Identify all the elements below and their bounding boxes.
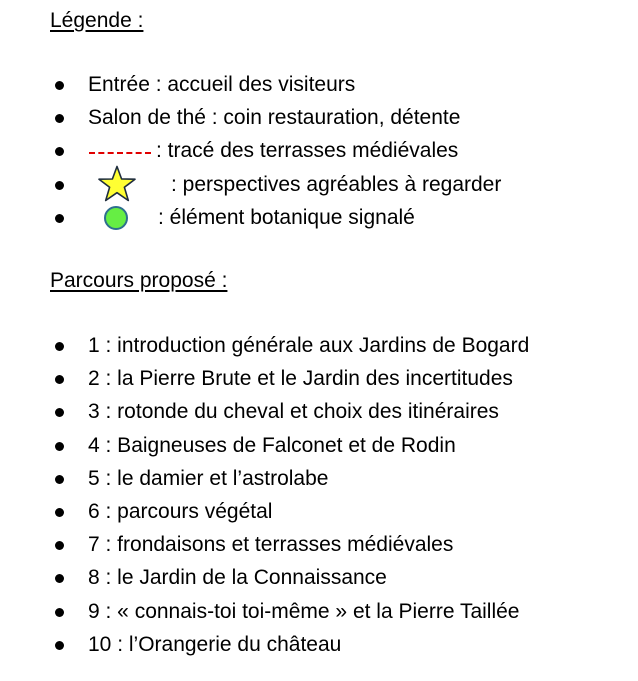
legend-item-text: Salon de thé : coin restauration, détente <box>88 106 461 130</box>
bullet-icon <box>55 181 64 190</box>
bullet-icon <box>55 641 64 650</box>
route-item-text: 8 : le Jardin de la Connaissance <box>88 566 387 590</box>
route-title: Parcours proposé : <box>50 269 228 292</box>
bullet-icon <box>55 147 64 156</box>
legend-title: Légende : <box>50 9 144 32</box>
route-item-text: 5 : le damier et l’astrolabe <box>88 466 329 490</box>
bullet-icon <box>55 475 64 484</box>
green-circle-icon <box>104 206 128 230</box>
red-dashed-line-icon <box>89 152 151 154</box>
bullet-icon <box>55 442 64 451</box>
bullet-icon <box>55 342 64 351</box>
bullet-icon <box>55 608 64 617</box>
bullet-icon <box>55 114 64 123</box>
yellow-star-icon <box>97 165 137 203</box>
bullet-icon <box>55 214 64 223</box>
route-item-text: 6 : parcours végétal <box>88 499 273 523</box>
route-item-text: 3 : rotonde du cheval et choix des itinéraires <box>88 400 499 424</box>
route-item-text: 2 : la Pierre Brute et le Jardin des incertitudes <box>88 367 513 391</box>
bullet-icon <box>55 541 64 550</box>
route-item-text: 1 : introduction générale aux Jardins de Bogard <box>88 334 530 357</box>
legend-item-text: : tracé des terrasses médiévales <box>156 139 459 163</box>
legend-item-text: Entrée : accueil des visiteurs <box>88 73 356 96</box>
route-item-text: 10 : l’Orangerie du château <box>88 632 342 656</box>
bullet-icon <box>55 375 64 384</box>
bullet-icon <box>55 408 64 417</box>
legend-item-text: : perspectives agréables à regarder <box>171 172 502 196</box>
route-item-text: 7 : frondaisons et terrasses médiévales <box>88 533 454 557</box>
route-item-text: 4 : Baigneuses de Falconet et de Rodin <box>88 433 456 457</box>
bullet-icon <box>55 574 64 583</box>
route-item-text: 9 : « connais-toi toi-même » et la Pierre Taillée <box>88 599 520 623</box>
bullet-icon <box>55 81 64 90</box>
bullet-icon <box>55 508 64 517</box>
legend-item-text: : élément botanique signalé <box>158 205 415 229</box>
